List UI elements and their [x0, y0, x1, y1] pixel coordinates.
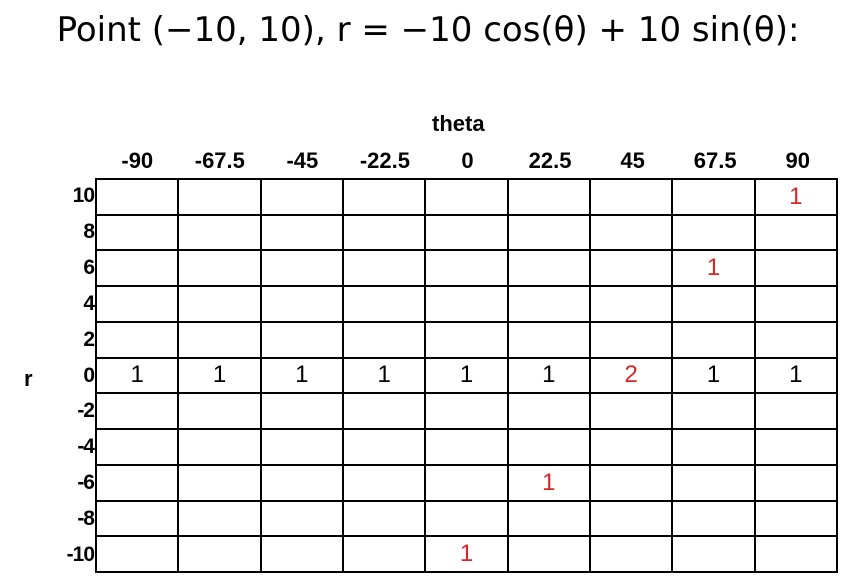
grid-cell: [97, 466, 179, 502]
grid-cell: [344, 287, 426, 323]
grid-cell: [262, 216, 344, 252]
grid-cell: [591, 466, 673, 502]
theta-header-row: [96, 146, 839, 176]
r-tick-label: 2: [83, 327, 94, 351]
grid-cell: [262, 466, 344, 502]
grid-cell: [673, 216, 755, 252]
grid-cell: [344, 394, 426, 430]
grid-cell: [344, 216, 426, 252]
grid-cell: [97, 287, 179, 323]
grid-cell: [179, 394, 261, 430]
grid-cell: [509, 216, 591, 252]
vote-count-cell: 1: [344, 359, 426, 395]
grid-cell: [426, 180, 508, 216]
vote-count-cell: 1: [97, 359, 179, 395]
grid-cell: [179, 180, 261, 216]
grid-cell: [509, 502, 591, 538]
grid-cell: [673, 466, 755, 502]
grid-cell: [591, 180, 673, 216]
r-tick-label: -10: [66, 543, 94, 567]
grid-cell: [97, 430, 179, 466]
grid-cell: [179, 323, 261, 359]
grid-cell: [591, 502, 673, 538]
theta-tick-label: -67.5: [194, 148, 245, 173]
grid-cell: [97, 323, 179, 359]
vote-count-cell: 1: [262, 359, 344, 395]
grid-cell: [673, 180, 755, 216]
vote-count-cell: 1: [509, 466, 591, 502]
grid-cell: [262, 323, 344, 359]
grid-cell: [756, 287, 838, 323]
grid-cell: [509, 430, 591, 466]
grid-cell: [344, 537, 426, 573]
grid-cell: [673, 430, 755, 466]
grid-cell: [179, 430, 261, 466]
grid-cell: [673, 394, 755, 430]
grid-cell: [673, 287, 755, 323]
r-tick-label: 0: [83, 363, 94, 387]
grid-cell: [426, 430, 508, 466]
grid-cell: [591, 537, 673, 573]
grid-cell: [179, 251, 261, 287]
grid-cell: [262, 537, 344, 573]
grid-cell: [262, 251, 344, 287]
grid-cell: [179, 216, 261, 252]
theta-axis-label: theta: [432, 111, 485, 136]
grid-cell: [756, 502, 838, 538]
grid-cell: [179, 466, 261, 502]
theta-tick-label: -22.5: [359, 148, 411, 173]
vote-count-cell: 2: [591, 359, 673, 395]
theta-tick-label: -90: [121, 148, 154, 173]
grid-cell: [426, 394, 508, 430]
theta-tick-label: 90: [785, 148, 810, 173]
theta-tick-label: -45: [286, 148, 319, 173]
grid-cell: [509, 394, 591, 430]
vote-count-cell: 1: [673, 251, 755, 287]
grid-cell: [262, 287, 344, 323]
r-tick-label: 6: [83, 255, 94, 279]
grid-cell: [591, 323, 673, 359]
grid-cell: [344, 502, 426, 538]
grid-cell: [97, 502, 179, 538]
grid-cell: [591, 287, 673, 323]
grid-cell: [97, 537, 179, 573]
grid-cell: [179, 287, 261, 323]
grid-cell: [591, 394, 673, 430]
grid-cell: [426, 502, 508, 538]
grid-cell: [426, 216, 508, 252]
grid-cell: [344, 251, 426, 287]
grid-cell: [426, 466, 508, 502]
vote-count-cell: 1: [426, 359, 508, 395]
grid-cell: [262, 430, 344, 466]
grid-cell: [426, 323, 508, 359]
vote-count-cell: 1: [756, 359, 838, 395]
grid-cell: [97, 216, 179, 252]
grid-cell: [756, 394, 838, 430]
r-tick-label: 10: [72, 184, 94, 207]
grid-cell: [756, 466, 838, 502]
r-header-column: [40, 178, 94, 573]
figure-title: Point (−10, 10), r = −10 cos(θ) + 10 sin(θ):: [56, 10, 800, 50]
grid-cell: [344, 323, 426, 359]
grid-cell: [344, 466, 426, 502]
grid-cell: [673, 323, 755, 359]
grid-cell: [179, 502, 261, 538]
grid-cell: [262, 502, 344, 538]
grid-cell: [756, 251, 838, 287]
theta-tick-label: 0: [461, 148, 474, 173]
grid-cell: [509, 323, 591, 359]
accumulator-grid: [95, 178, 838, 573]
vote-count-cell: 1: [756, 180, 838, 216]
r-tick-label: -8: [77, 507, 94, 531]
r-tick-label: -6: [77, 471, 94, 495]
theta-tick-label: 45: [620, 148, 645, 173]
grid-cell: [179, 537, 261, 573]
grid-cell: [97, 180, 179, 216]
grid-cell: [591, 216, 673, 252]
grid-cell: [509, 251, 591, 287]
theta-tick-label: 67.5: [693, 148, 737, 173]
grid-cell: [756, 537, 838, 573]
r-tick-label: 4: [83, 291, 94, 315]
grid-cell: [509, 180, 591, 216]
grid-cell: [262, 180, 344, 216]
grid-cell: [97, 251, 179, 287]
grid-cell: [591, 430, 673, 466]
vote-count-cell: 1: [179, 359, 261, 395]
r-axis-label: r: [24, 366, 33, 391]
grid-cell: [344, 180, 426, 216]
vote-count-cell: 1: [426, 537, 508, 573]
grid-cell: [509, 537, 591, 573]
grid-cell: [97, 394, 179, 430]
grid-cell: [673, 502, 755, 538]
theta-tick-label: 22.5: [528, 148, 572, 173]
r-tick-label: 8: [83, 219, 94, 243]
vote-count-cell: 1: [509, 359, 591, 395]
grid-cell: [426, 287, 508, 323]
r-tick-label: -2: [77, 399, 94, 423]
grid-cell: [591, 251, 673, 287]
r-tick-label: -4: [77, 435, 94, 459]
grid-cell: [426, 251, 508, 287]
grid-cell: [756, 430, 838, 466]
grid-cell: [509, 287, 591, 323]
grid-cell: [756, 216, 838, 252]
vote-count-cell: 1: [673, 359, 755, 395]
grid-cell: [344, 430, 426, 466]
grid-cell: [262, 394, 344, 430]
grid-cell: [673, 537, 755, 573]
grid-cell: [756, 323, 838, 359]
